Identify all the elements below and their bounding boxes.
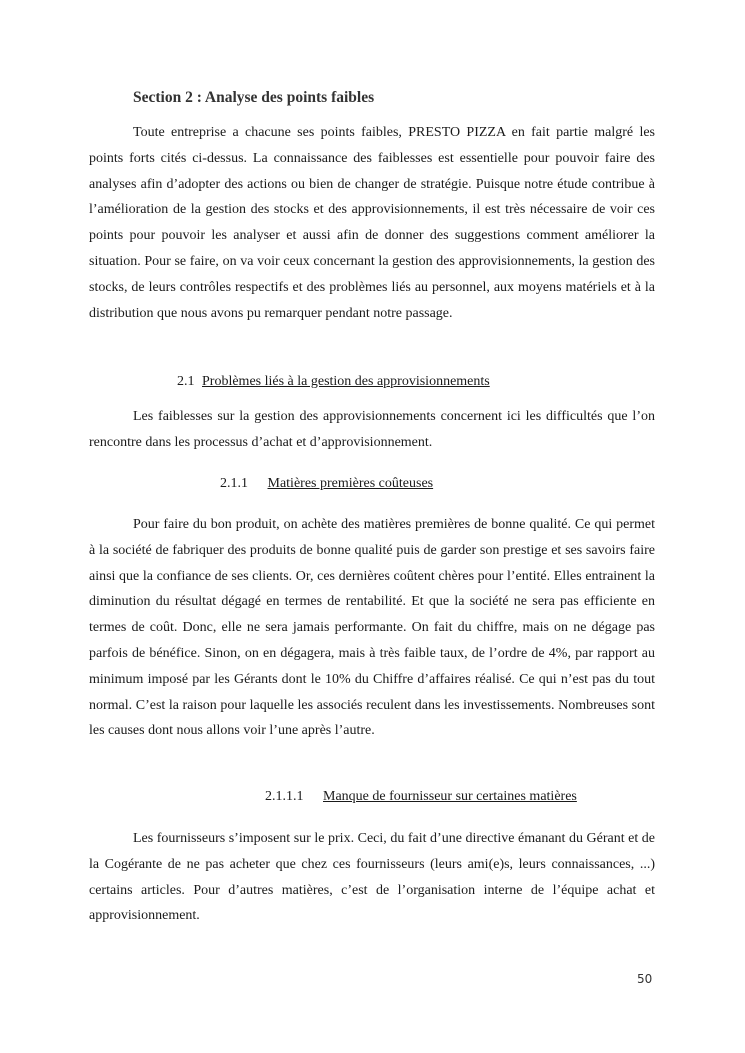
paragraph-approvisionnements: Les faiblesses sur la gestion des approvisionnements concernent ici les difficultés que l’on rencontre dans les processus d’achat et d’approvisionnement. (89, 409, 655, 450)
paragraph-matieres-premieres: Pour faire du bon produit, on achète des matières premières de bonne qualité. Ce qui permet à la société de fabriquer des produits de bonne qualité puis de garder son prestige et ses savoirs faire ainsi que la confiance de ses clients. Or, ces dernières coûtent chères pour l’entité. Elles entrainent la diminution du résultat dégagé en termes de rentabilité. Et que la société ne sera pas efficiente en termes de coût. Donc, elle ne sera jamais performante. On fait du chiffre, mais on ne dégage pas parfois de bénéfice. Sinon, on en dégagera, mais à très faible taux, de l’ordre de 4%, par rapport au minimum imposé par les Gérants dont le 10% du Chiffre d’affaires réalisé. Ce qui n’est pas du tout normal. C’est la raison pour laquelle les associés reculent dans les investissements. Nombreuses sont les causes dont nous allons voir l’une après l’autre. (89, 517, 655, 739)
heading-2-1-number: 2.1 (177, 374, 195, 389)
page-number: 50 (637, 972, 653, 986)
section-title: Section 2 : Analyse des points faibles (133, 89, 375, 106)
heading-2-1-title: Problèmes liés à la gestion des approvisionnements (202, 374, 490, 389)
heading-2-1-1-1 (265, 789, 577, 805)
heading-2-1 (177, 374, 490, 390)
heading-2-1-1-1-number: 2.1.1.1 (265, 789, 304, 804)
heading-2-1-1-number: 2.1.1 (220, 476, 248, 491)
heading-2-1-1-1-title: Manque de fournisseur sur certaines matières (323, 789, 577, 804)
heading-2-1-1 (220, 476, 433, 492)
paragraph-fournisseurs: Les fournisseurs s’imposent sur le prix. Ceci, du fait d’une directive émanant du Gérant et de la Cogérante de ne pas acheter que chez ces fournisseurs (leurs ami(e)s, leurs connaissances, ...) certains articles. Pour d’autres matières, c’est de l’organisation interne de l’équipe achat et approvisionnement. (89, 831, 655, 924)
heading-2-1-1-title: Matières premières coûteuses (267, 476, 434, 491)
paragraph-points-faibles-intro: Toute entreprise a chacune ses points faibles, PRESTO PIZZA en fait partie malgré les points forts cités ci-dessus. La connaissance des faiblesses est essentielle pour pouvoir faire des analyses afin d’adopter des actions ou bien de changer de stratégie. Puisque notre étude contribue à l’amélioration de la gestion des stocks et des approvisionnements, il est très nécessaire de voir ces points pour pouvoir les analyser et aussi afin de donner des suggestions comment améliorer la situation. Pour se faire, on va voir ceux concernant la gestion des approvisionnements, la gestion des stocks, de leurs contrôles respectifs et des problèmes liés au personnel, aux moyens matériels et à la distribution que nous avons pu remarquer pendant notre passage. (89, 125, 655, 321)
